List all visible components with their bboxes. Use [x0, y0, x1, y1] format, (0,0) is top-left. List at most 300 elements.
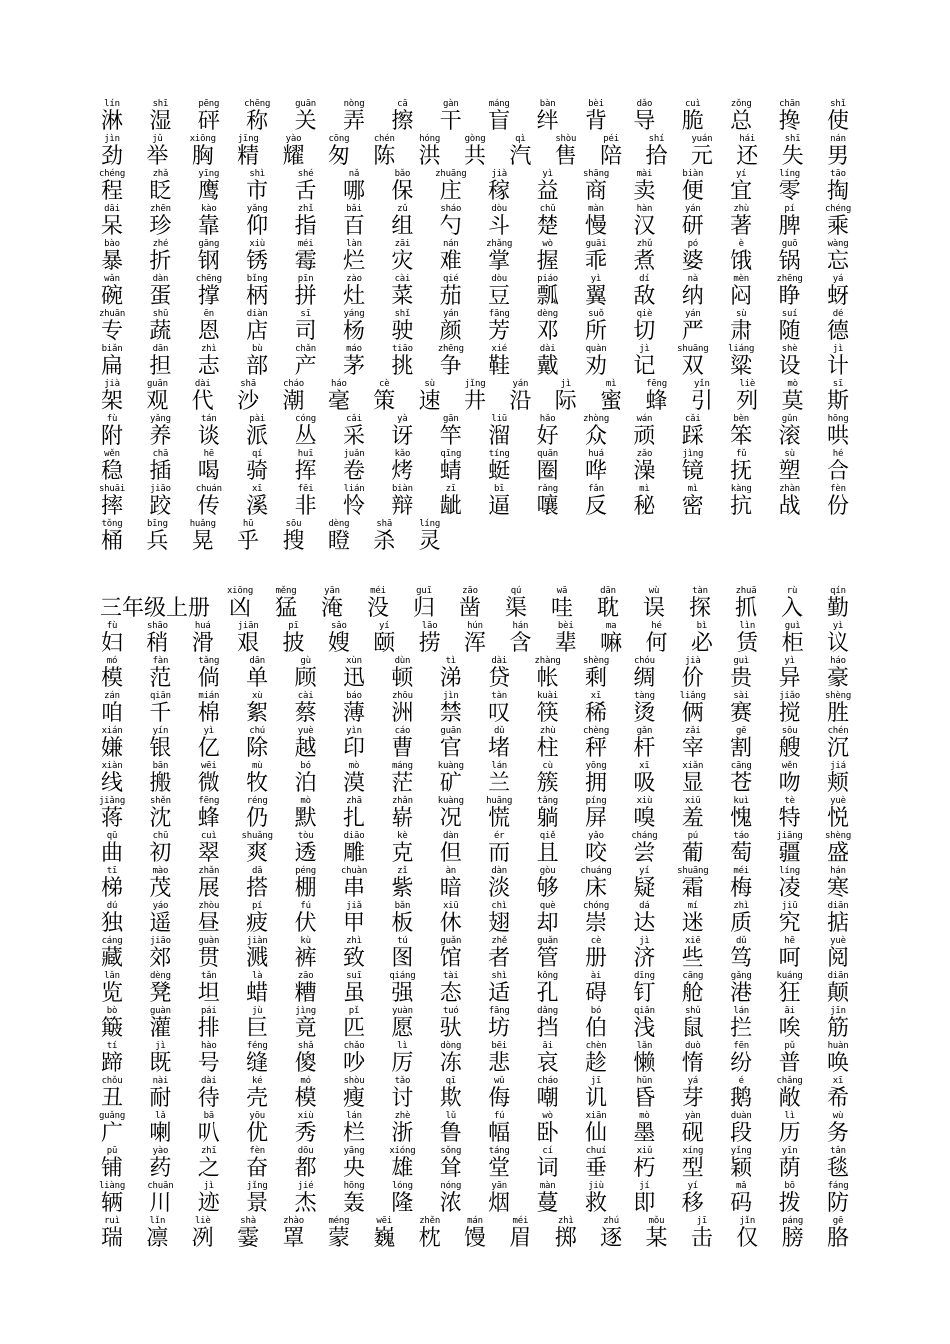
hanzi: 胳	[826, 1226, 849, 1251]
hanzi: 栏	[342, 1121, 365, 1146]
pinyin: xiǎn	[682, 761, 704, 771]
pinyin: yǎng	[149, 414, 171, 424]
char-cell	[527, 795, 569, 830]
pinyin: wán	[636, 414, 653, 424]
hanzi: 拥	[584, 771, 607, 796]
pinyin: hū	[242, 519, 254, 529]
char-cell	[478, 168, 520, 203]
pinyin: jī	[696, 1216, 708, 1226]
char-cell	[633, 585, 675, 620]
pinyin: chú	[249, 726, 266, 736]
pinyin: guàn	[149, 1006, 171, 1016]
hanzi: 伯	[584, 1016, 607, 1041]
pinyin: dān	[600, 586, 616, 596]
pinyin: gān	[442, 414, 459, 424]
pinyin: lǐn	[149, 1216, 166, 1226]
pinyin: zhǎn	[198, 866, 220, 876]
pinyin: tī	[106, 866, 118, 876]
char-row	[100, 273, 850, 308]
char-cell	[575, 760, 617, 795]
char-cell	[575, 1110, 617, 1145]
pinyin: zǐ	[397, 866, 408, 876]
pinyin: háo	[830, 656, 846, 666]
pinyin: mí	[687, 901, 699, 911]
hanzi: 绸	[633, 666, 656, 691]
pinyin: dòng	[440, 1041, 462, 1051]
hanzi: 荫	[778, 1156, 801, 1181]
hanzi: 贵	[730, 666, 753, 691]
hanzi: 牧	[246, 771, 269, 796]
char-cell	[590, 1215, 632, 1250]
pinyin: ma	[605, 621, 617, 631]
pinyin: méi	[297, 239, 314, 249]
char-cell	[672, 273, 714, 308]
char-cell	[381, 970, 423, 1005]
hanzi: 蔬	[149, 319, 172, 344]
pinyin: gòng	[464, 134, 486, 144]
char-cell	[769, 1180, 811, 1215]
char-cell	[623, 970, 665, 1005]
pinyin: zǎi	[684, 726, 701, 736]
char-cell	[182, 1215, 224, 1250]
char-cell	[273, 518, 315, 553]
pinyin: diān	[827, 971, 849, 981]
hanzi: 愿	[391, 1016, 414, 1041]
pinyin: mǒu	[648, 1216, 665, 1226]
char-cell	[139, 760, 181, 795]
pinyin: gù	[300, 656, 311, 666]
char-cell	[623, 1145, 665, 1180]
pinyin: xiù	[297, 1111, 314, 1121]
pinyin: sōu	[781, 726, 798, 736]
hanzi: 印	[342, 736, 365, 761]
char-row	[100, 725, 850, 760]
char-cell	[381, 203, 423, 238]
pinyin: guāi	[585, 239, 607, 249]
hanzi: 巍	[373, 1226, 396, 1251]
hanzi: 讥	[584, 1086, 607, 1111]
hanzi: 汉	[633, 214, 656, 239]
hanzi: 随	[778, 319, 801, 344]
hanzi: 疲	[246, 911, 269, 936]
pinyin: lán	[733, 1006, 750, 1016]
pinyin: hōng	[827, 414, 849, 424]
pinyin: shū	[152, 309, 169, 319]
char-cell	[623, 690, 665, 725]
pinyin: zhěn	[419, 1216, 441, 1226]
hanzi: 扎	[342, 806, 365, 831]
pinyin: hán	[830, 866, 846, 876]
char-cell	[575, 725, 617, 760]
char-cell	[672, 203, 714, 238]
char-row	[100, 900, 850, 935]
hanzi: 陪	[600, 144, 623, 169]
hanzi: 致	[342, 946, 365, 971]
hanzi: 锅	[778, 249, 801, 274]
char-cell	[672, 1180, 714, 1215]
pinyin: jì	[203, 1181, 215, 1191]
hanzi: 懒	[633, 1051, 656, 1076]
hanzi: 踩	[681, 424, 704, 449]
hanzi: 忘	[826, 249, 849, 274]
pinyin: jìn	[442, 691, 459, 701]
char-cell	[285, 98, 327, 133]
pinyin: mò	[787, 379, 798, 389]
char-cell	[188, 343, 230, 378]
char-cell	[623, 98, 665, 133]
hanzi: 坊	[488, 1016, 511, 1041]
pinyin: zhì	[557, 1216, 574, 1226]
pinyin: shā	[376, 519, 393, 529]
char-cell	[188, 760, 230, 795]
char-cell	[139, 273, 181, 308]
pinyin: é	[738, 1076, 744, 1086]
pinyin: xī	[251, 484, 263, 494]
char-cell	[575, 448, 617, 483]
hanzi: 搜	[282, 529, 305, 554]
char-cell	[527, 238, 569, 273]
pinyin: nà	[687, 274, 699, 284]
pinyin: mì	[605, 379, 617, 389]
pinyin: pí	[784, 204, 795, 214]
pinyin: jǔ	[152, 134, 163, 144]
pinyin: yào	[285, 134, 302, 144]
char-cell	[575, 308, 617, 343]
char-cell	[527, 1075, 569, 1110]
hanzi: 宰	[681, 736, 704, 761]
char-cell	[333, 830, 375, 865]
char-row	[100, 133, 850, 168]
char-cell	[139, 413, 181, 448]
char-row	[100, 1145, 850, 1180]
hanzi: 羞	[681, 806, 704, 831]
char-cell	[236, 238, 278, 273]
hanzi: 坦	[197, 981, 220, 1006]
pinyin: xiān	[585, 1111, 607, 1121]
hanzi: 卷	[342, 459, 365, 484]
hanzi: 瞪	[327, 529, 350, 554]
hanzi: 凶	[228, 596, 251, 621]
hanzi: 楚	[536, 214, 559, 239]
hanzi: 寒	[826, 876, 849, 901]
pinyin: bō	[784, 1181, 795, 1191]
pinyin: yán	[684, 204, 701, 214]
pinyin: dài	[200, 1076, 217, 1086]
hanzi: 态	[439, 981, 462, 1006]
char-cell	[430, 413, 472, 448]
hanzi: 众	[584, 424, 607, 449]
hanzi: 仍	[246, 806, 269, 831]
char-cell	[188, 1005, 230, 1040]
hanzi: 杆	[633, 736, 656, 761]
pinyin: yí	[735, 169, 747, 179]
char-cell	[139, 795, 181, 830]
pinyin: yǐn	[694, 379, 710, 389]
char-cell	[333, 1145, 375, 1180]
char-cell	[623, 1005, 665, 1040]
hanzi: 簇	[536, 771, 559, 796]
char-cell	[363, 133, 405, 168]
hanzi: 珍	[149, 214, 172, 239]
pinyin: tǒng	[101, 519, 123, 529]
char-cell	[91, 655, 133, 690]
char-cell	[333, 655, 375, 690]
pinyin: xiōng	[189, 134, 216, 144]
hanzi: 甲	[342, 911, 365, 936]
char-cell	[575, 1040, 617, 1075]
char-cell	[527, 448, 569, 483]
hanzi: 计	[826, 354, 849, 379]
char-cell	[430, 690, 472, 725]
pinyin: zhòng	[582, 414, 610, 424]
section-1	[100, 98, 850, 553]
hanzi: 巨	[246, 1016, 269, 1041]
char-cell	[478, 308, 520, 343]
hanzi: 胸	[191, 144, 214, 169]
pinyin: kè	[397, 831, 408, 841]
pinyin: dòu	[491, 274, 508, 284]
char-cell	[188, 1180, 230, 1215]
pinyin: wàng	[827, 239, 849, 249]
char-cell	[720, 343, 762, 378]
hanzi: 设	[778, 354, 801, 379]
pinyin: gǔn	[781, 414, 798, 424]
hanzi: 禁	[439, 701, 462, 726]
char-cell	[273, 620, 315, 655]
char-cell	[91, 1145, 133, 1180]
char-cell	[817, 483, 859, 518]
hanzi: 饿	[730, 249, 753, 274]
hanzi: 挡	[536, 1016, 559, 1041]
pinyin: yǎng	[246, 204, 268, 214]
char-cell	[236, 1040, 278, 1075]
hanzi: 拨	[778, 1191, 801, 1216]
char-cell	[430, 98, 472, 133]
char-cell	[769, 655, 811, 690]
char-cell	[623, 203, 665, 238]
pinyin: yìn	[346, 726, 362, 736]
char-cell	[91, 690, 133, 725]
pinyin: fú	[493, 1111, 505, 1121]
char-cell	[285, 413, 327, 448]
hanzi: 际	[554, 389, 577, 414]
pinyin: shāo	[146, 621, 168, 631]
hanzi: 雕	[342, 841, 365, 866]
char-cell	[636, 1215, 678, 1250]
pinyin: dōu	[297, 1146, 314, 1156]
hanzi: 稍	[146, 631, 169, 656]
char-cell	[381, 308, 423, 343]
pinyin: gē	[832, 1216, 844, 1226]
char-cell	[219, 585, 261, 620]
char-cell	[575, 343, 617, 378]
char-cell	[285, 1180, 327, 1215]
hanzi: 沈	[149, 806, 172, 831]
pinyin: liū	[491, 414, 508, 424]
hanzi: 单	[246, 666, 269, 691]
pinyin: sù	[784, 449, 795, 459]
char-cell	[91, 970, 133, 1005]
pinyin: qū	[106, 831, 118, 841]
pinyin: tàn	[692, 586, 708, 596]
char-cell	[720, 935, 762, 970]
pinyin: tuó	[442, 1006, 459, 1016]
hanzi: 微	[197, 771, 220, 796]
char-cell	[381, 830, 423, 865]
char-cell	[430, 1005, 472, 1040]
pinyin: tán	[200, 414, 217, 424]
char-cell	[430, 308, 472, 343]
pinyin: ké	[251, 1076, 263, 1086]
hanzi: 晃	[191, 529, 214, 554]
hanzi: 探	[688, 596, 711, 621]
hanzi: 鹅	[730, 1086, 753, 1111]
pinyin: cè	[379, 379, 390, 389]
pinyin: yín	[152, 726, 169, 736]
char-cell	[285, 1005, 327, 1040]
hanzi: 紫	[391, 876, 414, 901]
hanzi: 钢	[197, 249, 220, 274]
pinyin: cáng	[101, 936, 123, 946]
pinyin: liàng	[98, 1181, 126, 1191]
char-cell	[333, 308, 375, 343]
pinyin: tì	[445, 656, 457, 666]
pinyin: duàn	[730, 1111, 752, 1121]
pinyin: chā	[152, 449, 169, 459]
char-cell	[182, 518, 224, 553]
hanzi: 共	[463, 144, 486, 169]
hanzi: 顿	[391, 666, 414, 691]
pinyin: zhì	[200, 344, 217, 354]
char-cell	[772, 620, 814, 655]
pinyin: jià	[684, 656, 701, 666]
hanzi: 崭	[391, 806, 414, 831]
pinyin: mián	[198, 691, 220, 701]
pinyin: tú	[397, 936, 408, 946]
hanzi: 盲	[488, 109, 511, 134]
pinyin: jǐng	[246, 1181, 268, 1191]
pinyin: pái	[200, 1006, 217, 1016]
hanzi: 轰	[342, 1191, 365, 1216]
char-cell	[720, 795, 762, 830]
pinyin: huá	[194, 621, 211, 631]
hanzi: 郊	[149, 946, 172, 971]
char-cell	[188, 935, 230, 970]
pinyin: nán	[442, 239, 459, 249]
pinyin: cōng	[328, 134, 350, 144]
char-cell	[285, 865, 327, 900]
char-cell	[769, 1040, 811, 1075]
hanzi: 桶	[100, 529, 123, 554]
hanzi: 葡	[681, 841, 704, 866]
char-cell	[575, 413, 617, 448]
char-cell	[91, 413, 133, 448]
pinyin: qīng	[440, 449, 462, 459]
char-cell	[430, 795, 472, 830]
char-cell	[285, 935, 327, 970]
pinyin: qiǎn	[633, 1006, 655, 1016]
hanzi: 密	[681, 494, 704, 519]
pinyin: zǎo	[636, 449, 653, 459]
pinyin: yāng	[343, 1146, 365, 1156]
pinyin: shuǎng	[241, 831, 273, 841]
char-cell	[285, 1040, 327, 1075]
char-cell	[769, 725, 811, 760]
pinyin: biàn	[391, 484, 413, 494]
char-cell	[136, 620, 178, 655]
hanzi: 含	[509, 631, 532, 656]
pinyin: jiǎng	[98, 796, 126, 806]
pinyin: zhòu	[198, 901, 220, 911]
hanzi: 段	[730, 1121, 753, 1146]
char-cell	[817, 133, 859, 168]
pinyin: dài	[194, 379, 211, 389]
char-cell	[769, 970, 811, 1005]
hanzi: 列	[736, 389, 759, 414]
hanzi: 菜	[391, 284, 414, 309]
hanzi: 泊	[294, 771, 317, 796]
char-cell	[720, 1145, 762, 1180]
hanzi: 艘	[778, 736, 801, 761]
pinyin: xíng	[682, 1146, 704, 1156]
char-cell	[273, 378, 315, 413]
hanzi: 附	[100, 424, 123, 449]
char-cell	[726, 620, 768, 655]
char-cell	[333, 168, 375, 203]
char-cell	[236, 308, 278, 343]
pinyin: jì	[155, 1041, 166, 1051]
pinyin: dùn	[394, 656, 411, 666]
hanzi: 但	[439, 841, 462, 866]
pinyin: tǎo	[394, 1076, 411, 1086]
char-cell	[679, 585, 721, 620]
hanzi: 鞋	[488, 354, 511, 379]
hanzi: 枕	[418, 1226, 441, 1251]
hanzi: 川	[149, 1191, 172, 1216]
hanzi: 养	[149, 424, 172, 449]
pinyin: gǎng	[730, 971, 752, 981]
char-cell	[236, 448, 278, 483]
pinyin: pū	[106, 1146, 118, 1156]
hanzi: 霎	[237, 1226, 260, 1251]
pinyin: jiǎ	[346, 901, 362, 911]
pinyin: cóng	[295, 414, 317, 424]
pinyin: shì	[491, 971, 508, 981]
hanzi: 央	[342, 1156, 365, 1181]
pinyin: xiū	[442, 901, 459, 911]
hanzi: 志	[197, 354, 220, 379]
hanzi: 乖	[584, 249, 607, 274]
char-cell	[575, 168, 617, 203]
hanzi: 疑	[633, 876, 656, 901]
hanzi: 梅	[730, 876, 753, 901]
hanzi: 采	[342, 424, 365, 449]
hanzi: 烂	[342, 249, 365, 274]
char-cell	[769, 795, 811, 830]
pinyin: bì	[696, 621, 708, 631]
char-cell	[91, 483, 133, 518]
char-cell	[333, 690, 375, 725]
pinyin: jǐng	[464, 379, 486, 389]
hanzi: 砰	[197, 109, 220, 134]
char-cell	[430, 760, 472, 795]
hanzi: 抓	[734, 596, 757, 621]
hanzi: 且	[536, 841, 559, 866]
hanzi: 嚷	[536, 494, 559, 519]
char-cell	[817, 238, 859, 273]
hanzi: 梯	[100, 876, 123, 901]
pinyin: tàn	[491, 691, 508, 701]
